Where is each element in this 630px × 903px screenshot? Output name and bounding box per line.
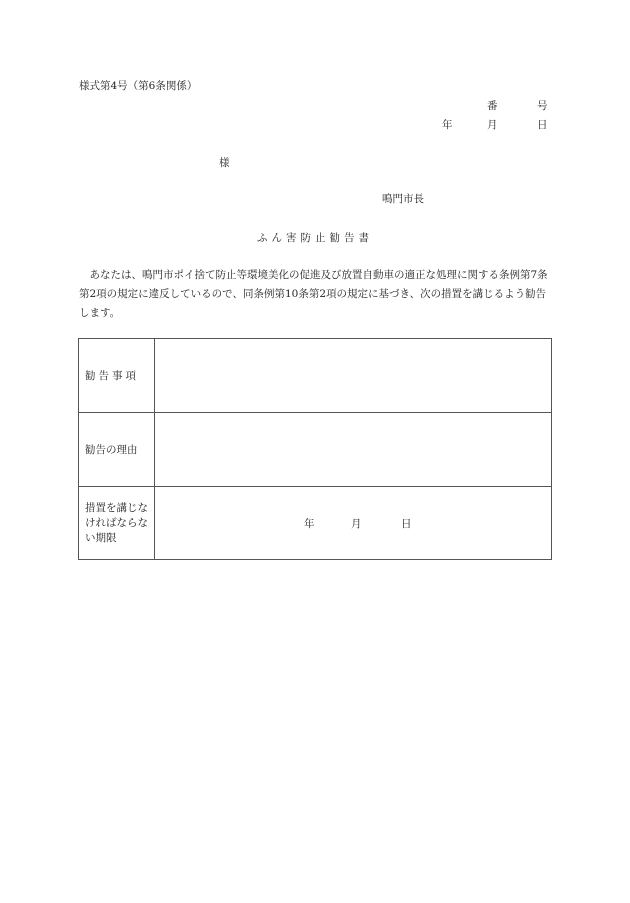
- deadline-value-cell: [155, 487, 552, 560]
- recommendation-table: [78, 338, 552, 560]
- table-row: [79, 339, 552, 413]
- recommendation-items-label: 勧告事項: [85, 370, 139, 382]
- number-label-ban: 番: [487, 100, 498, 112]
- date-month-label: 月: [487, 119, 498, 131]
- number-label-go: 号: [537, 100, 548, 112]
- row-label-cell: [79, 339, 155, 413]
- recommendation-reason-value: [155, 413, 552, 487]
- date-day-label: 日: [537, 119, 548, 131]
- sender-name: 鳴門市長: [382, 193, 424, 205]
- document-body: あなたは、鳴門市ポイ捨て防止等環境美化の促進及び放置自動車の適正な処理に関する条例第7条第2項の規定に違反しているので、同条例第10条第2項の規定に基づき、次の措置を講じるよう勧告します。: [79, 269, 548, 319]
- addressee-honorific: 様: [219, 157, 230, 169]
- deadline-day-label: 日: [401, 518, 412, 530]
- row-label-cell: [79, 487, 155, 560]
- recommendation-items-value: [155, 339, 552, 413]
- table-row: [79, 487, 552, 560]
- recommendation-reason-label: 勧告の理由: [85, 444, 138, 456]
- document-title: ふん害防止勧告書: [257, 232, 373, 244]
- deadline-year-label: 年: [304, 518, 315, 530]
- row-label-cell: [79, 413, 155, 487]
- table-row: [79, 413, 552, 487]
- deadline-label: 措置を講じなければならない期限: [85, 501, 148, 544]
- deadline-month-label: 月: [351, 518, 362, 530]
- date-year-label: 年: [442, 119, 453, 131]
- form-number: 様式第4号（第6条関係）: [79, 80, 198, 92]
